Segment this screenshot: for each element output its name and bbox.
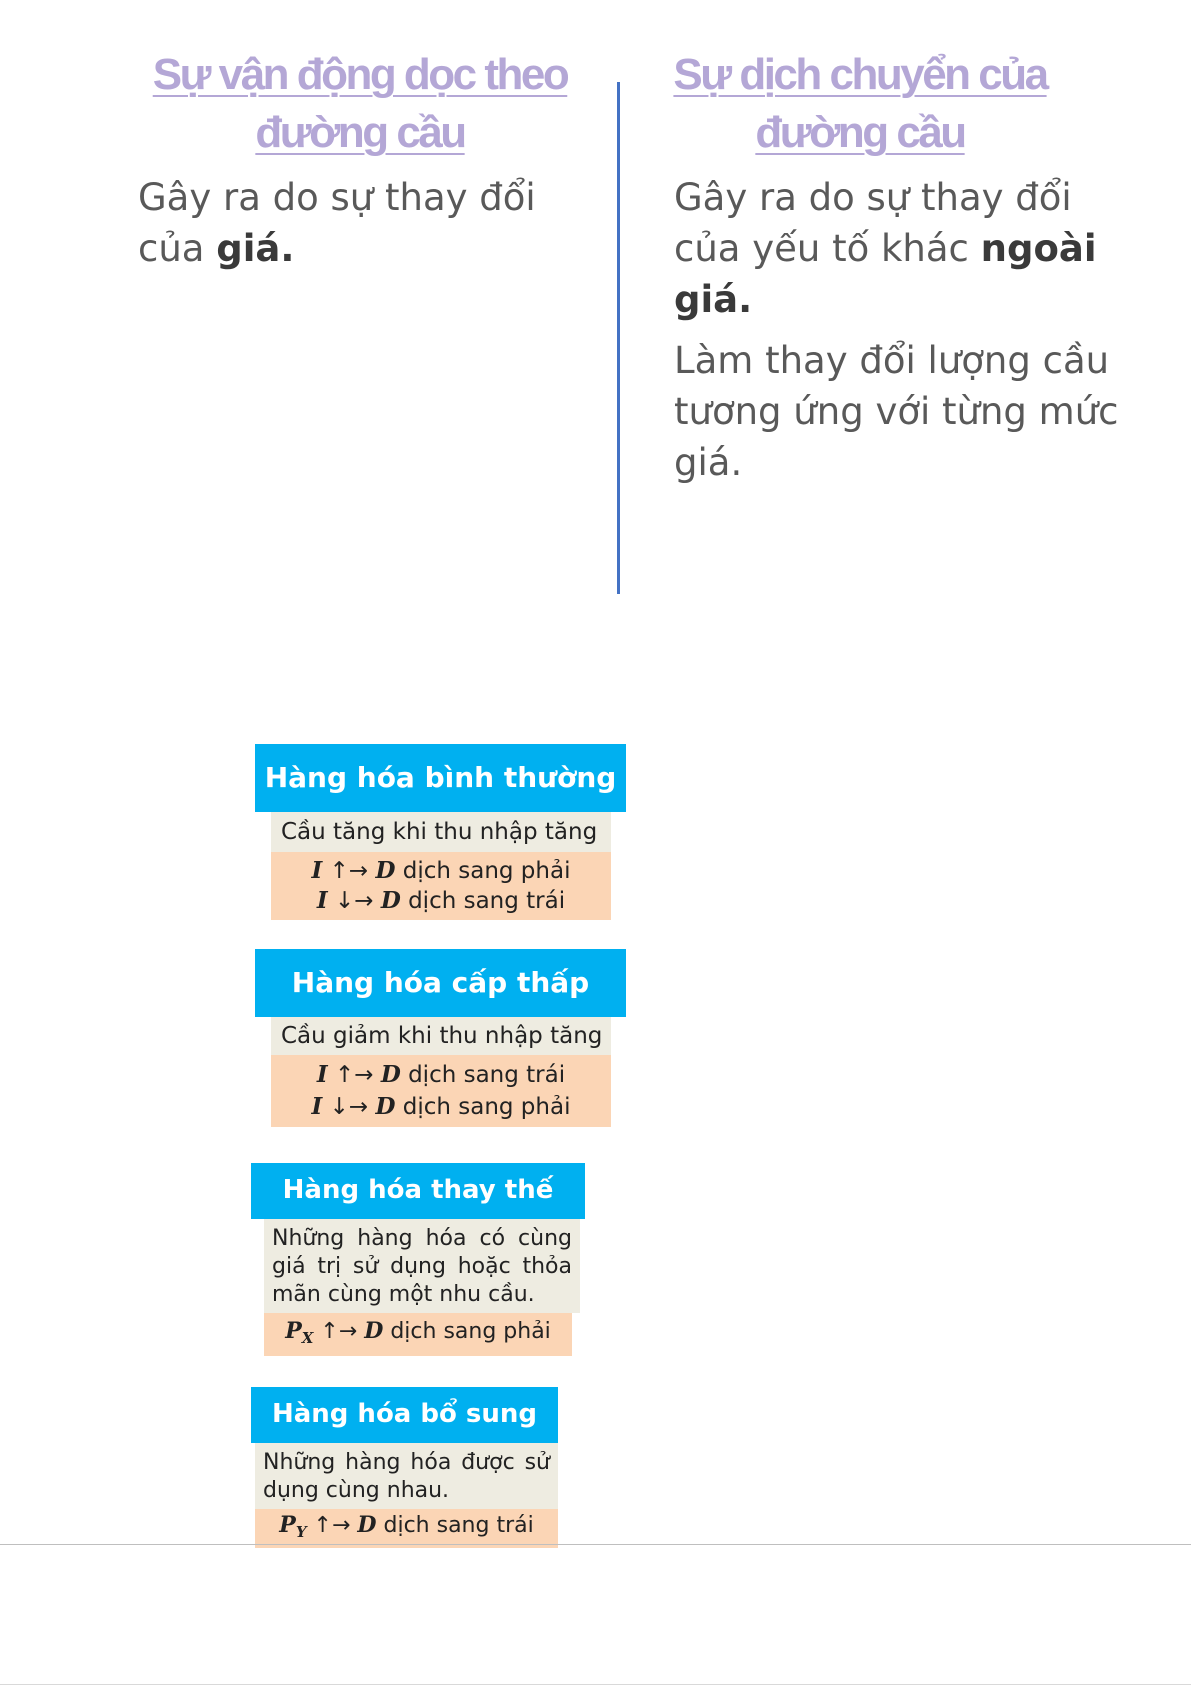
- formula-var: I: [316, 887, 328, 914]
- formula-var: D: [364, 1318, 384, 1344]
- movement-along-text: [138, 172, 590, 274]
- formula-text: dịch sang trái: [383, 1513, 534, 1538]
- card-title: Hàng hóa bình thường: [255, 744, 626, 812]
- formula-arrow: ↓→: [334, 888, 374, 914]
- shift-heading: Sự dịch chuyển của đường cầu: [673, 50, 1047, 157]
- formula-var: D: [375, 1093, 396, 1120]
- formula-text: dịch sang trái: [408, 1062, 566, 1088]
- movement-along-text-bold: giá.: [216, 227, 295, 270]
- formula-var: [285, 1318, 314, 1347]
- formula-text: dịch sang trái: [408, 888, 566, 914]
- formula-var: D: [380, 887, 401, 914]
- formula-line: [271, 1059, 611, 1091]
- shift-text: [674, 172, 1126, 325]
- card-formulas: [264, 1313, 572, 1356]
- formula-arrow: ↑→: [329, 858, 369, 884]
- formula-text: dịch sang phải: [402, 858, 571, 884]
- card-description: Cầu giảm khi thu nhập tăng: [271, 1017, 611, 1055]
- formula-var: D: [380, 1061, 401, 1088]
- movement-along-text-normal: Gây ra do sự thay đổi của: [138, 176, 536, 270]
- card-formulas: [255, 1509, 558, 1548]
- movement-along-heading: Sự vận động dọc theo đường cầu: [152, 50, 568, 157]
- formula-var: D: [357, 1512, 377, 1538]
- formula-var-subscript: X: [301, 1329, 314, 1347]
- shift-column: [666, 46, 1126, 488]
- card-description: Những hàng hóa có cùng giá trị sử dụng hoặc thỏa mãn cùng một nhu cầu.: [264, 1219, 580, 1313]
- formula-arrow: ↑→: [334, 1062, 374, 1088]
- shift-text-bold: ngoài giá.: [674, 227, 1097, 321]
- formula-line: [264, 1315, 572, 1354]
- substitute-goods-card: [251, 1163, 585, 1356]
- normal-goods-card: [255, 744, 626, 920]
- footer-divider: [0, 1544, 1191, 1545]
- formula-line: [255, 1509, 558, 1548]
- card-description: Cầu tăng khi thu nhập tăng: [271, 812, 611, 852]
- movement-along-column: [130, 46, 590, 274]
- card-title: Hàng hóa thay thế: [251, 1163, 585, 1219]
- formula-arrow: ↑→: [320, 1319, 358, 1344]
- shift-text-2: Làm thay đổi lượng cầu tương ứng với từng mức giá.: [674, 339, 1119, 484]
- formula-var: D: [375, 857, 396, 884]
- formula-var-subscript: Y: [295, 1523, 307, 1541]
- formula-var: I: [311, 857, 323, 884]
- formula-var-base: P: [279, 1512, 296, 1538]
- card-description: Những hàng hóa được sử dụng cùng nhau.: [255, 1443, 558, 1509]
- card-title: Hàng hóa bổ sung: [251, 1387, 558, 1443]
- formula-line: [271, 856, 611, 886]
- formula-var: I: [311, 1093, 323, 1120]
- formula-arrow: ↓→: [329, 1094, 369, 1120]
- card-formulas: [271, 852, 611, 920]
- card-formulas: [271, 1055, 611, 1127]
- column-divider: [617, 82, 620, 594]
- formula-text: dịch sang phải: [402, 1094, 571, 1120]
- formula-var: [279, 1512, 307, 1541]
- card-title: Hàng hóa cấp thấp: [255, 949, 626, 1017]
- formula-text: dịch sang phải: [390, 1319, 551, 1344]
- formula-var-base: P: [285, 1318, 302, 1344]
- formula-var: I: [316, 1061, 328, 1088]
- formula-line: [271, 886, 611, 916]
- complementary-goods-card: [251, 1387, 558, 1548]
- formula-arrow: ↑→: [313, 1513, 351, 1538]
- shift-text-normal: Gây ra do sự thay đổi của yếu tố khác: [674, 176, 1072, 270]
- inferior-goods-card: [255, 949, 626, 1127]
- formula-line: [271, 1091, 611, 1123]
